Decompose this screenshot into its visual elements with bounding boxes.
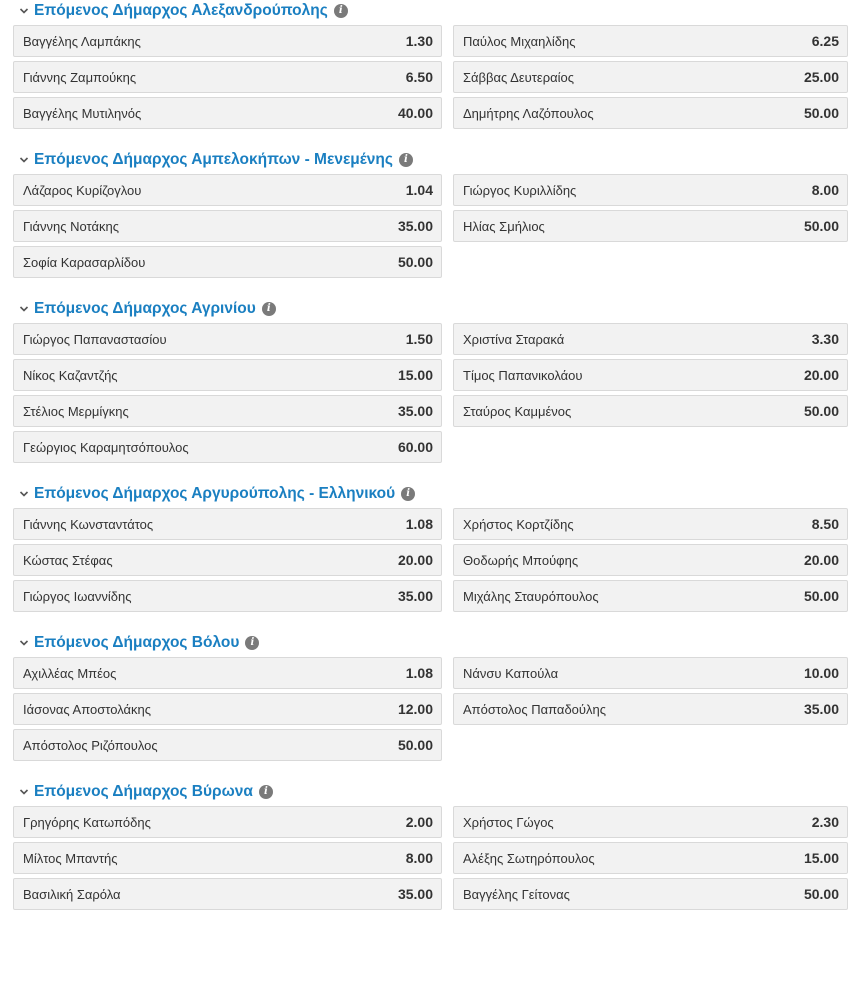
selection-name: Ιάσονας Αποστολάκης <box>23 701 152 717</box>
selection-button[interactable] <box>13 806 442 838</box>
selection-odds: 12.00 <box>397 701 433 717</box>
selection-name: Γρηγόρης Κατωπόδης <box>23 814 151 830</box>
selection-button[interactable] <box>13 25 442 57</box>
selection-button[interactable] <box>13 246 442 278</box>
selection-button[interactable] <box>453 508 848 540</box>
selection-name: Μίλτος Μπαντής <box>23 850 118 866</box>
selection-button[interactable] <box>13 580 442 612</box>
selection-button[interactable] <box>453 25 848 57</box>
market-header[interactable] <box>0 632 860 654</box>
selection-button[interactable] <box>453 174 848 206</box>
selection-button[interactable] <box>13 323 442 355</box>
selection-odds: 50.00 <box>803 218 839 234</box>
selection-button[interactable] <box>453 580 848 612</box>
selection-odds: 35.00 <box>397 588 433 604</box>
selection-name: Νάνσυ Καπούλα <box>463 665 559 681</box>
selection-name: Γιάννης Νοτάκης <box>23 218 120 234</box>
selection-odds: 1.08 <box>405 665 433 681</box>
selection-button[interactable] <box>13 878 442 910</box>
selection-odds: 35.00 <box>803 701 839 717</box>
selection-name: Γιάννης Ζαμπούκης <box>23 69 137 85</box>
selection-name: Σάββας Δευτεραίος <box>463 69 574 85</box>
selection-odds: 50.00 <box>803 105 839 121</box>
selection-name: Παύλος Μιχαηλίδης <box>463 33 576 49</box>
selection-name: Γιώργος Ιωαννίδης <box>23 588 132 604</box>
selection-odds: 3.30 <box>811 331 839 347</box>
chevron-down-icon[interactable] <box>18 303 30 315</box>
selection-button[interactable] <box>13 544 442 576</box>
selection-name: Βαγγέλης Γείτονας <box>463 886 570 902</box>
selection-button[interactable] <box>453 359 848 391</box>
selection-name: Βαγγέλης Λαμπάκης <box>23 33 141 49</box>
selection-button[interactable] <box>13 359 442 391</box>
selection-name: Σοφία Καρασαρλίδου <box>23 254 146 270</box>
selection-odds: 6.25 <box>811 33 839 49</box>
selection-odds: 1.50 <box>405 331 433 347</box>
selection-odds: 50.00 <box>397 737 433 753</box>
selection-button[interactable] <box>13 395 442 427</box>
market-title: Επόμενος Δήμαρχος Αργυρούπολης - Ελληνικού <box>34 485 396 502</box>
selection-button[interactable] <box>13 210 442 242</box>
selection-odds: 35.00 <box>397 403 433 419</box>
selection-name: Γιώργος Κυριλλίδης <box>463 182 577 198</box>
chevron-down-icon[interactable] <box>18 488 30 500</box>
chevron-down-icon[interactable] <box>18 154 30 166</box>
selection-name: Μιχάλης Σταυρόπουλος <box>463 588 599 604</box>
chevron-down-icon[interactable] <box>18 5 30 17</box>
selection-name: Χρήστος Γώγος <box>463 814 554 830</box>
info-icon[interactable]: i <box>245 636 259 650</box>
selection-odds: 60.00 <box>397 439 433 455</box>
chevron-down-icon[interactable] <box>18 637 30 649</box>
selection-odds: 50.00 <box>803 588 839 604</box>
selection-odds: 50.00 <box>803 886 839 902</box>
selection-button[interactable] <box>13 508 442 540</box>
selections-grid <box>13 174 860 278</box>
selection-name: Γεώργιος Καραμητσόπουλος <box>23 439 189 455</box>
selection-button[interactable] <box>453 61 848 93</box>
market-section <box>0 781 860 910</box>
selection-name: Νίκος Καζαντζής <box>23 367 118 383</box>
selection-button[interactable] <box>453 693 848 725</box>
selection-button[interactable] <box>453 878 848 910</box>
selection-name: Αχιλλέας Μπέος <box>23 665 117 681</box>
selection-button[interactable] <box>453 657 848 689</box>
selection-name: Κώστας Στέφας <box>23 552 113 568</box>
selection-name: Γιώργος Παπαναστασίου <box>23 331 167 347</box>
selection-name: Στέλιος Μερμίγκης <box>23 403 129 419</box>
market-title: Επόμενος Δήμαρχος Αγρινίου <box>34 300 256 317</box>
selection-odds: 8.00 <box>405 850 433 866</box>
selections-grid <box>13 25 860 129</box>
selection-name: Χρήστος Κορτζίδης <box>463 516 574 532</box>
selection-odds: 6.50 <box>405 69 433 85</box>
info-icon[interactable]: i <box>259 785 273 799</box>
selection-name: Λάζαρος Κυρίζογλου <box>23 182 142 198</box>
selection-button[interactable] <box>453 544 848 576</box>
selections-grid <box>13 508 860 612</box>
market-header[interactable] <box>0 0 860 22</box>
selection-odds: 25.00 <box>803 69 839 85</box>
selection-odds: 20.00 <box>803 552 839 568</box>
selection-odds: 35.00 <box>397 218 433 234</box>
market-section <box>0 0 860 129</box>
selection-odds: 1.08 <box>405 516 433 532</box>
market-header[interactable] <box>0 483 860 505</box>
selection-name: Γιάννης Κωνσταντάτος <box>23 516 154 532</box>
selection-odds: 8.00 <box>811 182 839 198</box>
market-header[interactable] <box>0 298 860 320</box>
market-title: Επόμενος Δήμαρχος Βύρωνα <box>34 783 253 800</box>
selection-button[interactable] <box>13 431 442 463</box>
selection-odds: 15.00 <box>397 367 433 383</box>
selection-button[interactable] <box>453 395 848 427</box>
selection-button[interactable] <box>13 842 442 874</box>
selection-name: Αλέξης Σωτηρόπουλος <box>463 850 595 866</box>
market-section <box>0 632 860 761</box>
selection-odds: 50.00 <box>397 254 433 270</box>
selections-grid <box>13 323 860 463</box>
market-title: Επόμενος Δήμαρχος Αμπελοκήπων - Μενεμένης <box>34 151 393 168</box>
market-title: Επόμενος Δήμαρχος Βόλου <box>34 634 240 651</box>
selection-button[interactable] <box>13 657 442 689</box>
selection-name: Απόστολος Παπαδούλης <box>463 701 607 717</box>
selection-name: Απόστολος Ριζόπουλος <box>23 737 158 753</box>
selection-name: Χριστίνα Σταρακά <box>463 331 565 347</box>
selection-odds: 2.30 <box>811 814 839 830</box>
market-section <box>0 483 860 612</box>
info-icon[interactable]: i <box>399 153 413 167</box>
info-icon[interactable]: i <box>262 302 276 316</box>
selection-name: Θοδωρής Μπούφης <box>463 552 579 568</box>
market-header[interactable] <box>0 781 860 803</box>
selection-button[interactable] <box>13 693 442 725</box>
selection-odds: 1.04 <box>405 182 433 198</box>
selection-odds: 2.00 <box>405 814 433 830</box>
selection-name: Δημήτρης Λαζόπουλος <box>463 105 594 121</box>
selection-name: Τίμος Παπανικολάου <box>463 367 583 383</box>
selection-odds: 20.00 <box>803 367 839 383</box>
selection-name: Σταύρος Καμμένος <box>463 403 572 419</box>
selection-button[interactable] <box>453 806 848 838</box>
selection-button[interactable] <box>453 842 848 874</box>
selection-odds: 50.00 <box>803 403 839 419</box>
selection-button[interactable] <box>453 97 848 129</box>
selection-name: Βασιλική Σαρόλα <box>23 886 121 902</box>
selection-odds: 35.00 <box>397 886 433 902</box>
market-header[interactable] <box>0 149 860 171</box>
market-section <box>0 298 860 463</box>
selection-odds: 20.00 <box>397 552 433 568</box>
selection-odds: 1.30 <box>405 33 433 49</box>
selection-odds: 8.50 <box>811 516 839 532</box>
market-title: Επόμενος Δήμαρχος Αλεξανδρούπολης <box>34 2 328 19</box>
selection-odds: 15.00 <box>803 850 839 866</box>
chevron-down-icon[interactable] <box>18 786 30 798</box>
selection-odds: 10.00 <box>803 665 839 681</box>
market-section <box>0 149 860 278</box>
info-icon[interactable]: i <box>334 4 348 18</box>
selections-grid <box>13 806 860 910</box>
selection-button[interactable] <box>13 97 442 129</box>
selection-button[interactable] <box>453 323 848 355</box>
selection-button[interactable] <box>453 210 848 242</box>
info-icon[interactable]: i <box>401 487 415 501</box>
selection-name: Βαγγέλης Μυτιληνός <box>23 105 142 121</box>
selections-grid <box>13 657 860 761</box>
selection-button[interactable] <box>13 174 442 206</box>
selection-button[interactable] <box>13 729 442 761</box>
selection-button[interactable] <box>13 61 442 93</box>
selection-name: Ηλίας Σμήλιος <box>463 218 545 234</box>
selection-odds: 40.00 <box>397 105 433 121</box>
